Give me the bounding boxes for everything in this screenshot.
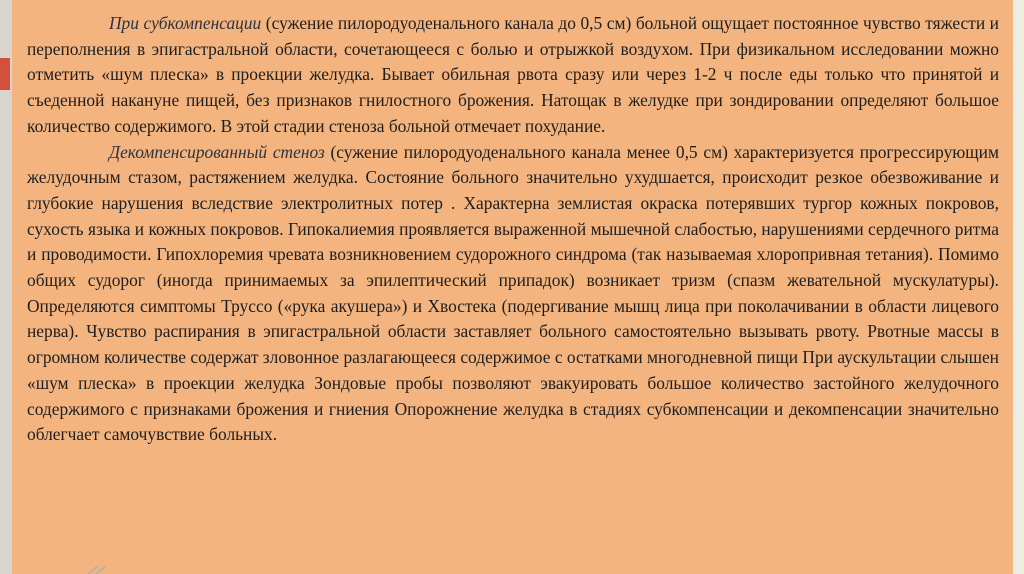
accent-bar: [0, 58, 10, 90]
paragraph-text: (сужение пилородуоденального канала до 0,5 см) больной ощущает постоянное чувство тяжести и переполнения в эпигастральной области, сочетающееся с болью и отрыжкой воздухом. При физикальном исследовании можно отметить «шум плеска» в проекции желудка. Бывает обильная рвота сразу или через 1-2 ч после еды только что принятой и съеденной накануне пищей, без признаков гнилостного брожения. Натощак в желудке при зондировании определяют большое количество содержимого. В этой стадии стеноза больной отмечает похудание.: [27, 13, 999, 136]
slide-text-panel: [12, 0, 1013, 574]
term-subcompensation: При субкомпенсации: [109, 13, 262, 33]
decorative-corner-lines: [88, 566, 148, 574]
paragraph-text: (сужение пилородуоденального канала менее 0,5 см) характеризуется прогрессирующим желудочным стазом, растяжением желудка. Состояние больного значительно ухудшается, происходит резкое обезвоживание и глубокие нарушения вследствие электролитных потер . Характерна землистая окраска потерявших тургор кожных покровов, сухость языка и кожных покровов. Гипокалиемия проявляется выраженной мышечной слабостью, нарушениями сердечного ритма и проводимости. Гипохлоремия чревата возникновением судорожного синдрома (так называемая хлоропривная тетания). Помимо общих судорог (иногда принимаемых за эпилептический припадок) возникает тризм (спазм жевательной мускулатуры). Определяются симптомы Труссо («рука акушера») и Хвостека (подергивание мышц лица при поколачивании в области лицевого нерва). Чувство распирания в эпигастральной области заставляет больного самостоятельно вызывать рвоту. Рвотные массы в огромном количестве содержат зловонное разлагающееся содержимое с остатками многодневной пищи При аускультации слышен «шум плеска» в проекции желудка Зондовые пробы позволяют эвакуировать большое количество застойного желудочного содержимого с признаками брожения и гниения Опорожнение желудка в стадиях субкомпенсации и декомпенсации значительно облегчает самочувствие больных.: [27, 141, 999, 445]
term-decompensated-stenosis: Декомпенсированный стеноз: [109, 141, 325, 162]
paragraph-decompensation: [27, 140, 999, 448]
paragraph-subcompensation: [27, 11, 999, 140]
